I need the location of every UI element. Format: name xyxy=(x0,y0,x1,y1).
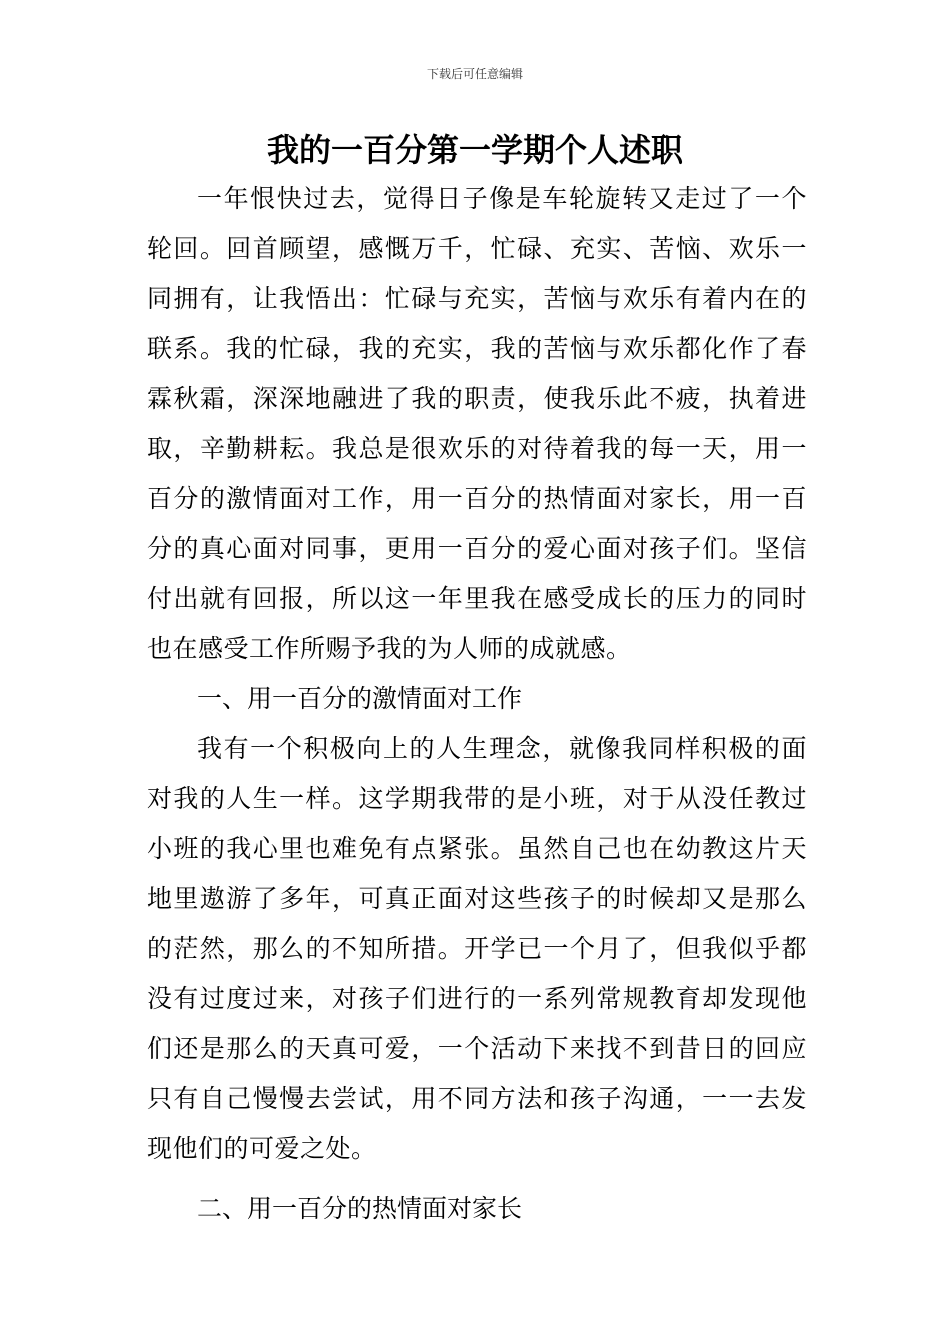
section-gap xyxy=(147,1174,807,1184)
paragraph-section-1: 我有一个积极向上的人生理念，就像我同样积极的面对我的人生一样。这学期我带的是小班，对于从没任教过小班的我心里也难免有点紧张。虽然自己也在幼教这片天地里遨游了多年，可真正面对这些孩子的时候却又是那么的茫然，那么的不知所措。开学已一个月了，但我似乎都没有过度过来，对孩子们进行的一系列常规教育却发现他们还是那么的天真可爱，一个活动下来找不到昔日的回应只有自己慢慢去尝试，用不同方法和孩子沟通，一一去发现他们的可爱之处。 xyxy=(147,734,807,1163)
section-heading-1: 一、用一百分的激情面对工作 xyxy=(197,684,523,713)
paragraph-intro: 一年恨快过去，觉得日子像是车轮旋转又走过了一个轮回。回首顾望，感慨万千，忙碌、充实、苦恼、欢乐一同拥有，让我悟出：忙碌与充实，苦恼与欢乐有着内在的联系。我的忙碌，我的充实，我的苦恼与欢乐都化作了春霖秋霜，深深地融进了我的职责，使我乐此不疲，执着进取，辛勤耕耘。我总是很欢乐的对待着我的每一天，用一百分的激情面对工作，用一百分的热情面对家长，用一百分的真心面对同事，更用一百分的爱心面对孩子们。坚信付出就有回报，所以这一年里我在感受成长的压力的同时也在感受工作所赐予我的为人师的成就感。 xyxy=(147,184,807,663)
section-heading-2: 二、用一百分的热情面对家长 xyxy=(197,1194,523,1223)
header-note: 下载后可任意编辑 xyxy=(426,67,523,81)
document-body xyxy=(147,174,807,1234)
document-title: 我的一百分第一学期个人述职 xyxy=(266,131,683,169)
